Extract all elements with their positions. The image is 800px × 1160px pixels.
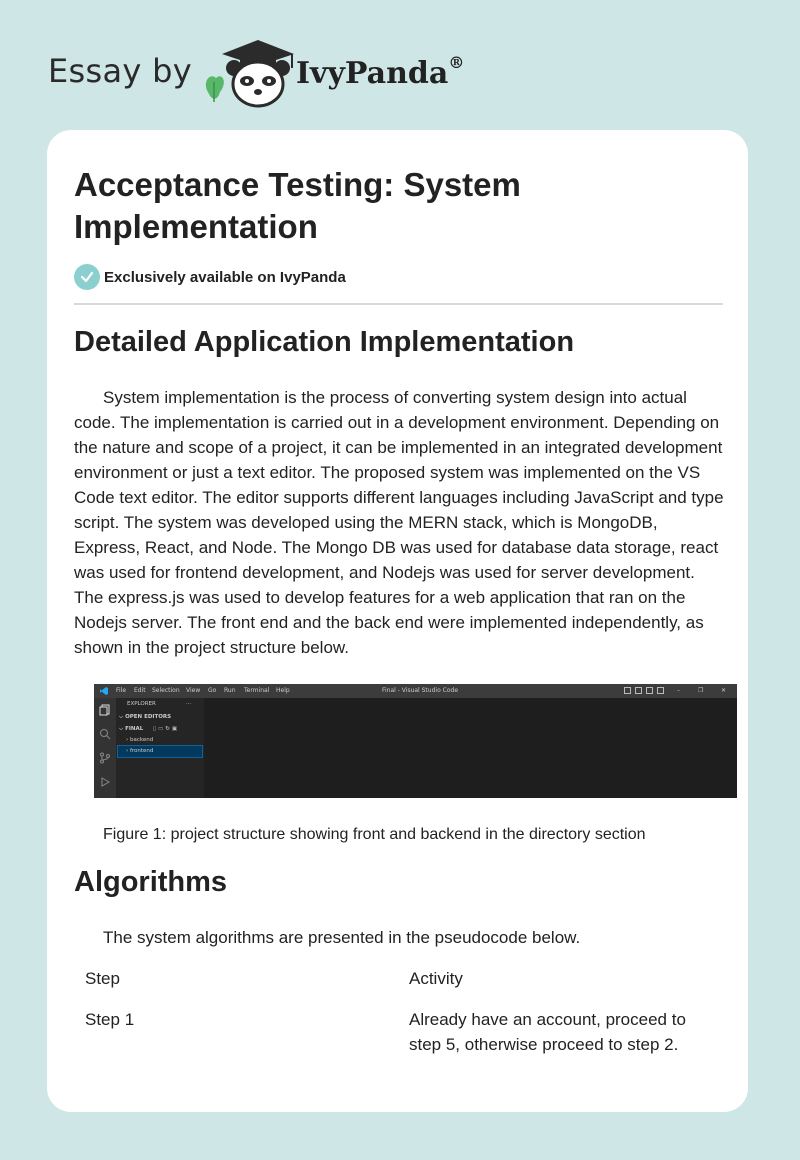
check-icon — [74, 264, 100, 290]
menu-run: Run — [224, 687, 236, 694]
minimize-icon: – — [677, 687, 680, 694]
menu-go: Go — [208, 687, 217, 694]
run-debug-icon — [99, 776, 111, 788]
figure-caption: Figure 1: project structure showing front and backend in the directory section — [103, 826, 646, 843]
layout-icon — [624, 687, 631, 694]
exclusive-text: Exclusively available on IvyPanda — [104, 268, 346, 286]
divider — [74, 303, 723, 305]
menu-view: View — [186, 687, 201, 694]
split-icon — [646, 687, 653, 694]
implementation-paragraph: System implementation is the process of converting system design into actual code. The implementation is carried out in a development environment. Depending on the nature and scope of a project, it can be implemented in an integrated development environment or just a text editor. The proposed system was implemented on the VS Code text editor. The editor supports different languages including JavaScript and type script. The system was developed using the MERN stack, which is MongoDB, Express, React, and Node. The Mongo DB was used for database data storage, react was used for frontend development, and Nodejs was used for server development. The express.js was used to develop features for a web application that ran on the Nodejs server. The front end and the back end were implemented independently, as shown in the project structure below. — [74, 388, 724, 657]
brand-name: IvyPanda® — [296, 53, 465, 91]
menu-selection: Selection — [152, 687, 180, 694]
folder-frontend: › frontend — [118, 746, 202, 757]
panel-icon — [635, 687, 642, 694]
site-header — [48, 30, 508, 110]
source-control-icon — [99, 752, 111, 764]
page-title: Acceptance Testing: System Implementation — [74, 166, 521, 245]
article-card — [47, 130, 748, 1112]
section-heading-implementation: Detailed Application Implementation — [74, 326, 575, 358]
section-heading-algorithms: Algorithms — [74, 866, 228, 898]
menu-help: Help — [276, 687, 290, 694]
explorer-label: EXPLORER ··· — [127, 701, 192, 707]
menu-file: File — [116, 687, 127, 694]
vscode-screenshot — [94, 684, 737, 798]
vscode-activity-bar — [94, 698, 116, 798]
table-cell-activity: Already have an account, proceed to step 5, otherwise proceed to step 2. — [409, 1010, 686, 1054]
menu-edit: Edit — [134, 687, 146, 694]
restore-icon: ❐ — [698, 687, 704, 694]
table-header-activity: Activity — [409, 969, 463, 988]
table-cell-step: Step 1 — [85, 1010, 135, 1029]
folder-final-header: ⌵ FINAL ▯▭↻▣ — [119, 726, 180, 732]
open-editors-header: ⌵ OPEN EDITORS — [119, 714, 172, 720]
vscode-logo-icon — [99, 686, 109, 696]
brand-prefix: Essay by — [48, 52, 192, 90]
algorithms-intro: The system algorithms are presented in the pseudocode below. — [103, 928, 581, 947]
close-icon: ✕ — [721, 687, 727, 694]
menu-terminal: Terminal — [244, 687, 270, 694]
search-icon — [99, 728, 111, 740]
files-icon — [99, 704, 111, 716]
panda-logo-icon[interactable] — [200, 34, 300, 110]
customize-layout-icon — [657, 687, 664, 694]
table-header-step: Step — [85, 969, 120, 988]
folder-backend: › backend — [126, 737, 154, 743]
window-title: Final - Visual Studio Code — [382, 687, 459, 694]
exclusive-badge — [74, 264, 346, 290]
vscode-explorer — [116, 698, 204, 798]
vscode-menubar — [94, 684, 737, 698]
